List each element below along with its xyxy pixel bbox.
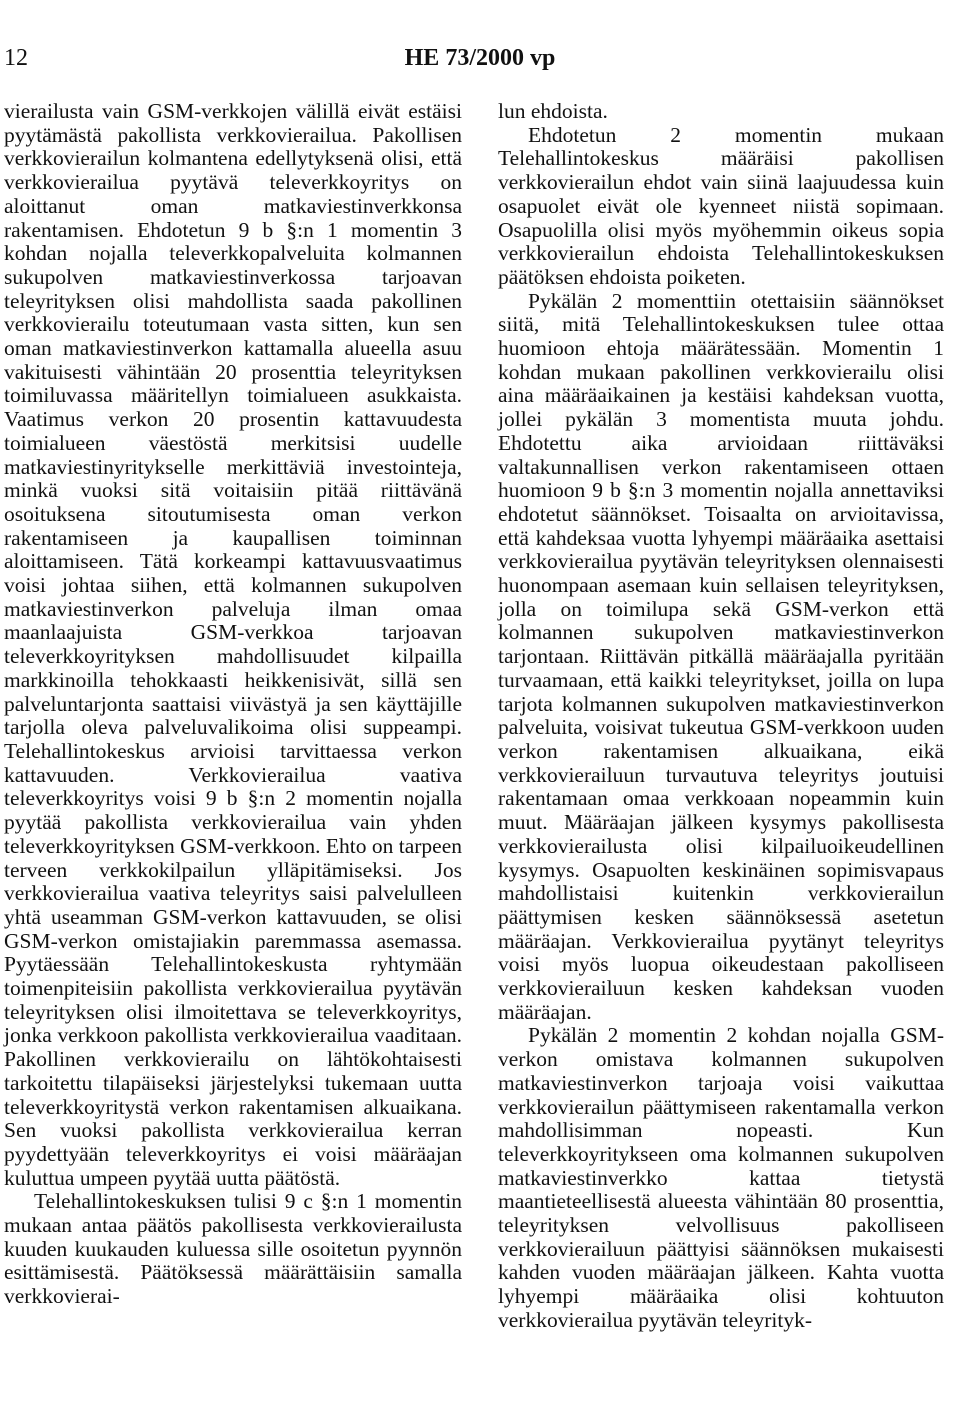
left-paragraph-1: vierailusta vain GSM-verkkojen välillä eivät estäisi pyytämästä pakollista verkkovierailua. Pakollisen verkkovierailun kolmantena edellytyksenä olisi, että verkkovierailua pyytävä televerkkoyritys on aloittanut oman matkaviestinverkkonsa rakentamisen. Ehdotetun 9 b §:n 1 momentin 3 kohdan nojalla televerkkopalveluita kolmannen sukupolven matkaviestinverkossa tarjoavan teleyrityksen olisi mahdollista saada pakollinen verkkovierailu toteutumaan vasta sitten, kun sen oman matkaviestinverkon kattamalla alueella asuu vakituisesti vähintään 20 prosenttia teleyrityksen toimiluvassa määritellyn toimialueen asukkaista. Vaatimus verkon 20 prosentin kattavuudesta toimialueen väestöstä merkitsisi uudelle matkaviestinyritykselle merkittäviä investointeja, minkä vuoksi sitä voitaisiin pitää riittävänä osoituksena sitoutumisesta oman verkon rakentamiseen ja kaupallisen toiminnan aloittamiseen. Tätä korkeampi kattavuusvaatimus voisi johtaa siihen, että kolmannen sukupolven matkaviestinverkon palveluja ilman omaa maanlaajuista GSM-verkkoa tarjoavan televerkkoyrityksen mahdollisuudet kilpailla markkinoilla tehokkaasti heikkenisivät, sillä sen palveluntarjonta saattaisi viivästyä ja sen käyttäjille tarjolla oleva palveluvalikoima olisi suppeampi. Telehallintokeskus arvioisi tarvittaessa verkon kattavuuden. Verkkovierailua vaativa televerkkoyritys voisi 9 b §:n 2 momentin nojalla pyytää pakollista verkkovierailua vain yhden televerkkoyrityksen GSM-verkkoon. Ehto on tarpeen terveen verkkokilpailun ylläpitämiseksi. Jos verkkovierailua vaativa teleyritys saisi palvelulleen yhtä useamman GSM-verkon kattavuuden, se olisi GSM-verkon omistajiakin paremmassa asemassa. Pyytäessään Telehallintokeskusta ryhtymään toimenpiteisiin pakollista verkkovierailua pyytävän teleyrityksen olisi ilmoitettava se televerkkoyritys, jonka verkkoon pakollista verkkovierailua vaaditaan. Pakollinen verkkovierailu on lähtökohtaisesti tarkoitettu tilapäiseksi järjestelyksi tukemaan uutta televerkkoyritystä verkon rakentamisen alkuaikana. Sen vuoksi pakollista verkkovierailua kerran pyydettyään televerkkoyritys ei voisi määräajan kuluttua umpeen pyytää uutta päätöstä. [4,99,462,1190]
left-column [4,100,462,1309]
right-paragraph-4: Pykälän 2 momentin 2 kohdan nojalla GSM-verkon omistava kolmannen sukupolven matkaviestinverkon tarjoaja voisi vaikuttaa verkkovierailun päättymiseen rakentamalla verkon mahdollisimman nopeasti. Kun televerkkoyritykseen oma kolmannen sukupolven matkaviestinverkko kattaa tietystä maantieteellisestä alueesta vähintään 80 prosenttia, teleyrityksen velvollisuus pakolliseen verkkovierailuun päättyisi säännöksen mukaisesti kahden vuoden määräajan jälkeen. Kahta vuotta lyhyempi määräaika olisi kohtuuton verkkovierailua pyytävän teleyrityk- [498,1023,944,1332]
page-number: 12 [4,45,28,71]
right-paragraph-1: lun ehdoista. [498,99,608,123]
right-paragraph-3: Pykälän 2 momenttiin otettaisiin säännökset siitä, mitä Telehallintokeskuksen tulee ottaa huomioon ehtoja määrätessään. Momentin 1 kohdan mukaan pakollinen verkkovierailu olisi aina määräaikainen ja kestäisi kahdeksan vuotta, jollei pykälän 3 momentista muuta johdu. Ehdotettu aika arvioidaan riittäväksi valtakunnallisen verkon rakentamiseen ottaen huomioon 9 b §:n 3 momentin nojalla annettaviksi ehdotetut säännökset. Toisaalta on arvioitavissa, että kahdeksaa vuotta lyhyempi määräaika asettaisi verkkovierailua pyytävän teleyrityksen olennaisesti huonompaan asemaan kuin sellaisen teleyrityksen, jolla on toimilupa sekä GSM-verkon että kolmannen sukupolven matkaviestinverkon tarjontaan. Riittävän pitkällä määräajalla pyritään turvaamaan, että kaikki teleyritykset, joilla on lupa tarjota kolmannen sukupolven matkaviestinverkon palveluita, voisivat tukeutua GSM-verkkoon uuden verkon rakentamisen alkuaikana, eikä verkkovierailuun turvautuva teleyritys joutuisi rakentamaan omaa verkkoaan nopeammin kuin muut. Määräajan jälkeen kysymys pakollisesta verkkovierailusta olisi kilpailuoikeudellinen kysymys. Osapuolten keskinäinen sopimisvapaus mahdollistaisi kuitenkin verkkovierailun päättymisen kesken säännöksessä asetetun määräajan. Verkkovierailua pyytänyt teleyritys voisi myös luopua oikeudestaan pakolliseen verkkovierailuun kesken kahdeksan vuoden määräajan. [498,288,944,1024]
left-paragraph-2: Telehallintokeskuksen tulisi 9 c §:n 1 momentin mukaan antaa päätös pakollisesta verkkovierailusta kuuden kuukauden kuluessa sille osoitetun pyynnön esittämisestä. Päätöksessä määrättäisiin samalla verkkovierai- [4,1189,462,1309]
right-paragraph-2: Ehdotetun 2 momentin mukaan Telehallintokeskus määräisi pakollisen verkkovierailun ehdot vain siinä laajuudessa kuin osapuolet eivät ole kyenneet niistä sopimaan. Osapuolilla olisi myös myöhemmin oikeus sopia verkkovierailun ehdoista Telehallintokeskuksen päätöksen ehdoista poiketen. [498,122,944,289]
page-header [0,44,960,80]
right-column [498,100,944,1333]
document-id: HE 73/2000 vp [404,45,556,71]
